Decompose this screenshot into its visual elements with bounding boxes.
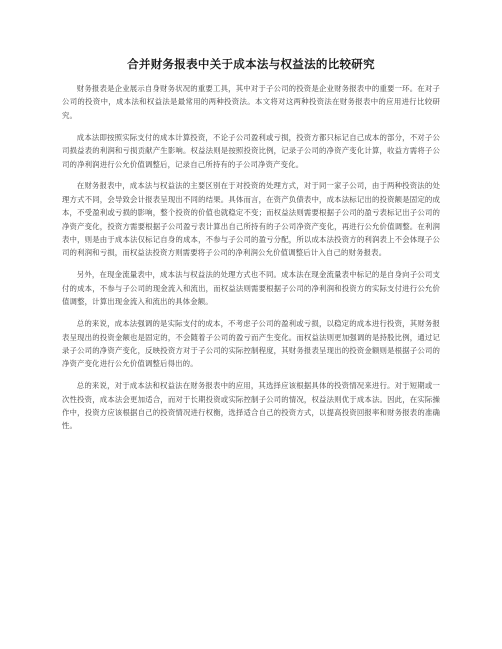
paragraph-intro: 财务报表是企业展示自身财务状况的重要工具，其中对于子公司的投资是企业财务报表中的重要一环。在对子公司的投资中，成本法和权益法是最常用的两种投资法。本文将对这两种投资法在财务报表中的应用进行比较研究。 (62, 84, 440, 120)
paragraph-summary: 总的来说，成本法强调的是实际支付的成本，不考虑子公司的盈利或亏损，以稳定的成本进行投资，其财务报表呈现出的投资金额也是固定的，不会随着子公司的盈亏而产生变化。而权益法则更加强调的是持股比例，通过记录子公司的净资产变化，反映投资方对于子公司的实际控制程度，其财务报表呈现出的投资金额则是根据子公司的净资产变化进行公允价值调整后得出的。 (62, 319, 440, 369)
paragraph-conclusion: 总的来说，对于成本法和权益法在财务报表中的应用，其选择应该根据具体的投资情况来进行。对于短期或一次性投资，成本法会更加适合，而对于长期投资或实际控制子公司的情况，权益法则优于成本法。因此，在实际操作中，投资方应该根据自己的投资情况进行权衡，选择适合自己的投资方式，以提高投资回报率和财务报表的准确性。 (62, 381, 440, 431)
paragraph-differences: 在财务报表中，成本法与权益法的主要区别在于对投资的处理方式，对于同一家子公司，由于两种投资法的处理方式不同，会导致会计报表呈现出不同的结果。具体而言，在资产负债表中，成本法标记出的投资额是固定的成本，不受盈利或亏损的影响，整个投资的价值也就稳定不变；而权益法则需要根据子公司的盈亏表标记出子公司的净资产变化，投资方需要根据子公司盈亏表计算出自己所持有的子公司净资产变化，再进行公允价值调整。在利润表中，则是由于成本法仅标记自身的成本，不参与子公司的盈亏分配，所以成本法投资方的利润表上不会体现子公司的利润和亏损，而权益法投资方则需要将子公司的净利润公允价值调整后计入自己的财务报表。 (62, 181, 440, 258)
document-title: 合并财务报表中关于成本法与权益法的比较研究 (127, 57, 375, 71)
paragraph-cash-flow: 另外，在现金流量表中，成本法与权益法的处理方式也不同。成本法在现金流量表中标记的是自身向子公司支付的成本，不参与子公司的现金流入和流出，而权益法则需要根据子公司的净利润和投资方的实际支付进行公允价值调整，计算出现金流入和流出的具体金额。 (62, 270, 440, 307)
paragraph-definitions: 成本法即按照实际支付的成本计算投资，不论子公司盈利或亏损，投资方都只标记自己成本的部分，不对子公司损益表的利润和亏损贡献产生影响。权益法则是按照投资比例，记录子公司的净资产变化计算，收益方需将子公司的净利润进行公允价值调整后，记录自己所持有的子公司净资产变化。 (62, 132, 440, 169)
